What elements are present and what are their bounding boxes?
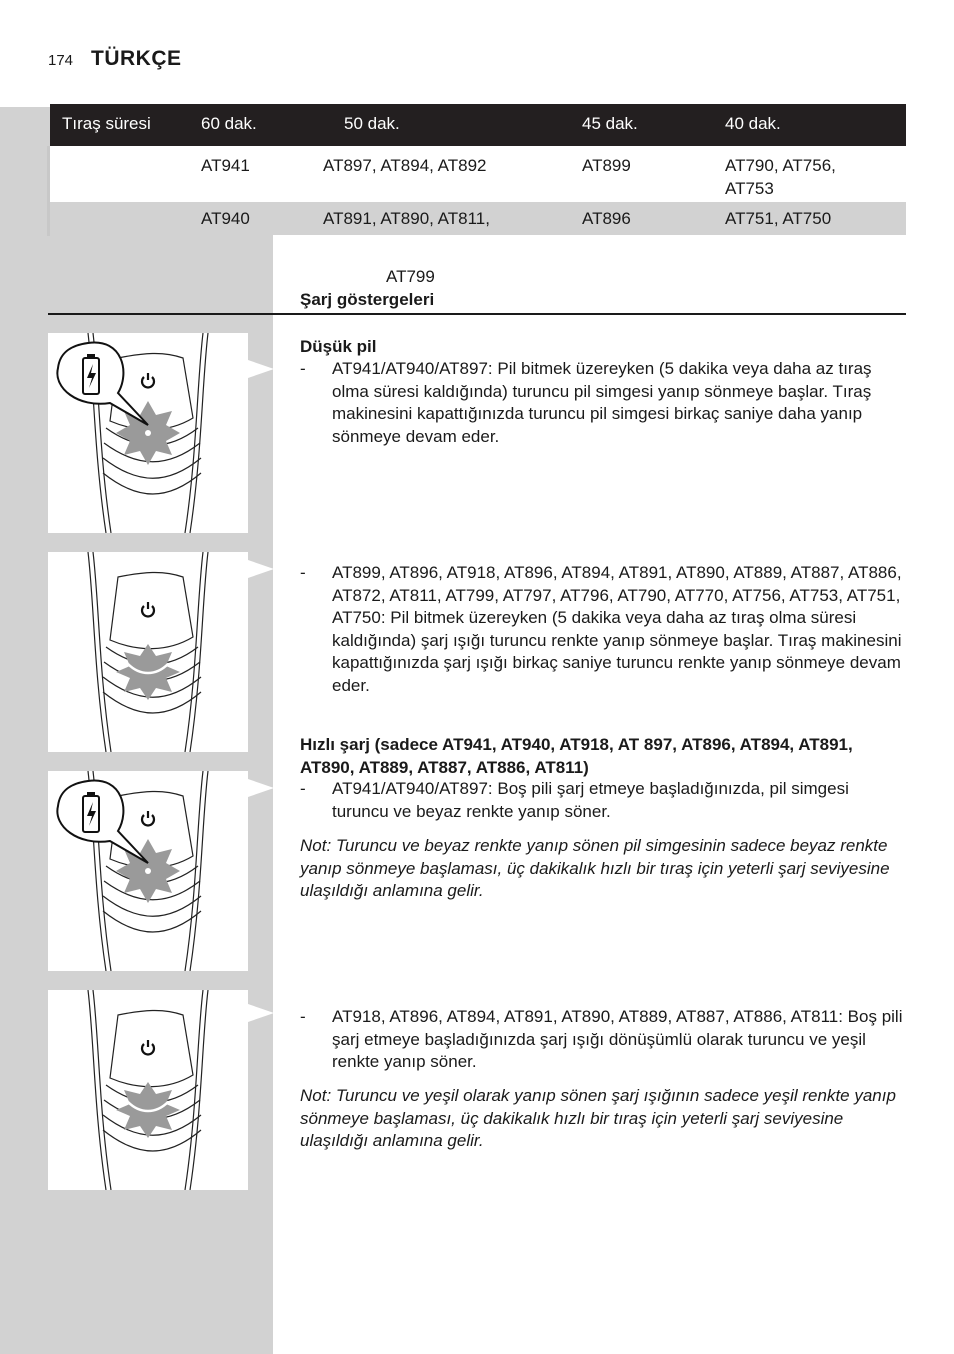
table-header-cell: 60 dak. — [201, 114, 257, 133]
power-icon — [142, 602, 154, 616]
low-battery-bullet-2 — [300, 562, 906, 697]
section-rule — [48, 313, 906, 315]
bullet-dash: - — [300, 1007, 306, 1026]
table-cell: AT897, AT894, AT892 — [323, 156, 487, 175]
table-overflow-text: AT799 — [386, 267, 435, 286]
table-cell: AT751, AT750 — [725, 209, 832, 228]
bullet-text: AT941/AT940/AT897: Pil bitmek üzereyken (5 dakika veya daha az tıraş olma süresi kaldığında) turuncu pil simgesi yanıp sönmeye başlar. Tıraş makinesini kapattığınızda turuncu pil simgesi birkaç saniye daha yanıp sönmeye devam eder. — [332, 359, 872, 446]
table-cell: AT899 — [582, 156, 631, 175]
table-cell: AT941 — [201, 156, 250, 175]
bullet-text: AT941/AT940/AT897: Boş pili şarj etmeye başladığınızda, pil simgesi turuncu ve beyaz renkte yanıp söner. — [332, 779, 849, 821]
pointer-arrow — [248, 1004, 274, 1022]
quick-charge-heading: Hızlı şarj (sadece AT941, AT940, AT918, AT 897, AT896, AT894, AT891, AT890, AT889, AT887, AT886, AT811) — [300, 735, 853, 777]
shaving-time-table — [50, 104, 906, 235]
table-cell: AT940 — [201, 209, 250, 228]
shaver-illustration-2 — [48, 552, 248, 752]
bullet-dash: - — [300, 359, 306, 378]
table-row — [50, 202, 906, 235]
bullet-dash: - — [300, 563, 306, 582]
low-battery-heading: Düşük pil — [300, 337, 377, 356]
shaver-illustration-3 — [48, 771, 248, 971]
power-icon — [142, 373, 154, 387]
quick-charge-note-1: Not: Turuncu ve beyaz renkte yanıp sönen pil simgesinin sadece beyaz renkte yanıp sönmeye başlaması, üç dakikalık hızlı bir tıraş için yeterli şarj seviyesine ulaşıldığı anlamına gelir. — [300, 836, 890, 900]
power-icon — [142, 811, 154, 825]
quick-charge-bullet-1 — [300, 778, 906, 823]
bullet-dash: - — [300, 779, 306, 798]
pointer-arrow — [248, 779, 274, 797]
quick-charge-bullet-2 — [300, 1006, 906, 1074]
table-header-row — [50, 104, 906, 146]
shaver-illustration-1 — [48, 333, 248, 533]
shaver-illustration-4 — [48, 990, 248, 1190]
table-cell: AT896 — [582, 209, 631, 228]
table-header-cell: 45 dak. — [582, 114, 638, 133]
table-cell: AT891, AT890, AT811, — [323, 209, 490, 228]
bullet-text: AT918, AT896, AT894, AT891, AT890, AT889, AT887, AT886, AT811: Boş pili şarj etmeye başladığınızda şarj ışığı dönüşümlü olarak turuncu ve yeşil renkte yanıp söner. — [332, 1007, 903, 1071]
bullet-text: AT899, AT896, AT918, AT896, AT894, AT891, AT890, AT889, AT887, AT886, AT872, AT811, AT799, AT797, AT796, AT790, AT770, AT756, AT753, AT751, AT750: Pil bitmek üzereyken (5 dakika veya daha az tıraş olma süresi kaldığında) şarj ışığı turuncu renkte yanıp sönmeye başlar. Tıraş makinesini kapattığınızda şarj ışığı birkaç saniye turuncu renkte yanıp sönmeye devam eder. — [332, 563, 902, 695]
quick-charge-note-2: Not: Turuncu ve yeşil olarak yanıp sönen şarj ışığının sadece yeşil renkte yanıp sönmeye başlaması, üç dakikalık hızlı bir tıraş için yeterli şarj seviyesine ulaşıldığı anlamına gelir. — [300, 1086, 896, 1150]
table-header-cell: 50 dak. — [344, 114, 400, 133]
page-number: 174 — [48, 52, 74, 69]
table-header-cell: 40 dak. — [725, 114, 781, 133]
low-battery-bullet-1 — [300, 358, 906, 448]
power-icon — [142, 1040, 154, 1054]
table-header-cell: Tıraş süresi — [62, 114, 151, 133]
table-row — [50, 146, 906, 202]
language-heading: TÜRKÇE — [91, 47, 182, 70]
section-title: Şarj göstergeleri — [300, 290, 435, 309]
pointer-arrow — [248, 360, 274, 378]
pointer-arrow — [248, 560, 274, 578]
table-cell: AT790, AT756, AT753 — [725, 156, 836, 198]
